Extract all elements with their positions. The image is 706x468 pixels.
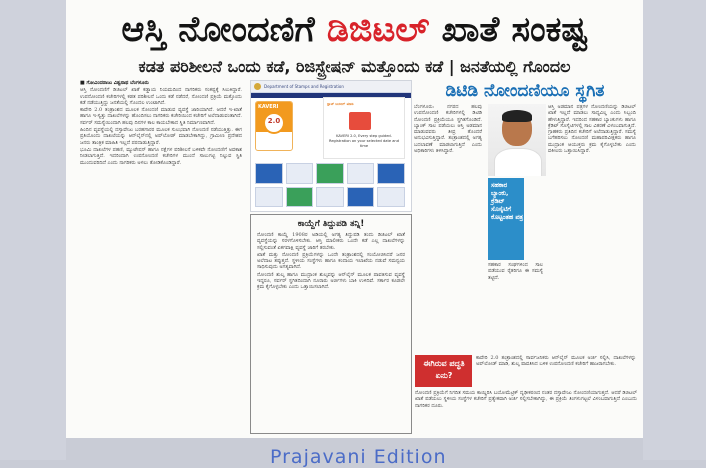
kaveri-logo-version: 2.0 — [267, 117, 281, 125]
edition-link[interactable]: Prajavani Edition — [270, 446, 447, 468]
slot-booking-promo — [323, 97, 405, 159]
paragraph: ನೋಂದಣಿ ಕಾಯ್ದೆ 1908ರ ಅಡಿಯಲ್ಲಿ ಅಗತ್ಯ ತಿದ್ದುಪಡಿ ತಂದು ಡಿಜಿಟಲ್ ಖಾತೆ ವ್ಯವಸ್ಥೆಯನ್ನು ಸರಳಗೊಳಿಸಬೇಕು. ಆಸ್ತಿ ಮಾಲೀಕರು ಒಂದೇ ಕಡೆ ಎಲ್ಲ ದಾಖಲೆಗಳನ್ನು ಸಲ್ಲಿಸುವಂತೆ ಏಕಗವಾಕ್ಷಿ ವ್ಯವಸ್ಥೆ ಜಾರಿಗೆ ತರಬೇಕು. — [257, 232, 405, 251]
question-answer-text — [476, 355, 636, 389]
kaveri-logo-label: KAVERI — [258, 104, 279, 110]
headline — [66, 10, 643, 50]
service-tile — [255, 187, 283, 208]
service-tile — [347, 163, 375, 184]
paragraph: ಕಾವೇರಿ 2.0 ತಂತ್ರಾಂಶದಲ್ಲಿ ಸಾರ್ವಜನಿಕರು ಆನ್‌ಲೈನ್ ಮೂಲಕ ಅರ್ಜಿ ಸಲ್ಲಿಸಿ, ದಾಖಲೆಗಳನ್ನು ಅಪ್‌ಲೋಡ್ ಮಾಡಿ, ಶುಲ್ಕ ಪಾವತಿಸಿದ ಬಳಿಕ ಉಪನೋಂದಣಿ ಕಚೇರಿಗೆ ಹಾಜರಾಗಬೇಕು. — [476, 355, 636, 368]
boxed-sidebar-body — [257, 232, 405, 428]
kaveri-logo — [255, 101, 293, 151]
service-tile — [286, 163, 314, 184]
service-tile — [316, 163, 344, 184]
subheadline: ಕಡತ ಪರಿಶೀಲನೆ ಒಂದು ಕಡೆ, ರಿಜಿಸ್ಟ್ರೇಷನ್ ಮತ್ತೊಂದು ಕಡೆ | ಜನತೆಯಲ್ಲಿ ಗೊಂದಲ — [138, 57, 571, 76]
service-tile — [316, 187, 344, 208]
byline: ■ ಗೋವಿಂದರಾಜು ವಿಶ್ವನಾಥ ಬೆಂಗಳೂರು — [80, 80, 149, 86]
paragraph: ಸಹಕಾರ ಸಂಘಗಳಿಂದ ಸಾಲ ಪಡೆಯುವ ರೈತರಿಗೂ ಈ ಸಮಸ್ಯೆ ತಟ್ಟಿದೆ. — [488, 262, 543, 281]
promo-text: KAVERI 2.0, Every step guided. Registration on your selected date and time — [329, 134, 399, 148]
headline-part-1: ಆಸ್ತಿ ನೋಂದಣಿಗೆ — [121, 9, 327, 50]
portal-title: Department of Stamps and Registration — [264, 84, 344, 89]
pull-quote — [488, 178, 524, 260]
photo-shirt — [494, 148, 542, 176]
article-body-left — [80, 80, 242, 432]
headline-part-3: ಖಾತೆ ಸಂಕಷ್ಟ — [429, 9, 588, 50]
newspaper-clipping — [66, 0, 643, 438]
paragraph: ಭೂಮಿ ದಾಖಲೆಗಳ ಪಹಣಿ, ಮ್ಯುಟೇಷನ್ ಹಾಗೂ ನಕ್ಷೆಗಳ ಪರಿಶೀಲನೆ ಬಳಿಕವೇ ನೋಂದಣಿಗೆ ಅವಕಾಶ ನೀಡಲಾಗುತ್ತಿದೆ. ಇದರಿಂದಾಗಿ ಉಪನೋಂದಣಿ ಕಚೇರಿಗಳ ಮುಂದೆ ಸಾಲುಗಟ್ಟಿ ನಿಲ್ಲುವ ಸ್ಥಿತಿ ಮುಂದುವರಿದಿದೆ ಎಂದು ನಾಗರಿಕರು ಅಳಲು ತೋಡಿಕೊಂಡಿದ್ದಾರೆ. — [80, 146, 242, 166]
photo-hair — [502, 110, 532, 122]
service-tile — [377, 187, 405, 208]
paragraph: ಹಿಂದಿನ ವ್ಯವಸ್ಥೆಯಲ್ಲಿ ದಸ್ತಾವೇಜು ಬರಹಗಾರರ ಮೂಲಕ ಸುಲಭವಾಗಿ ನೋಂದಣಿ ನಡೆಯುತ್ತಿತ್ತು. ಈಗ ಪ್ರತಿಯೊಂದು ದಾಖಲೆಯನ್ನು ಆನ್‌ಲೈನ್‌ನಲ್ಲಿ ಅಪ್‌ಲೋಡ್ ಮಾಡಬೇಕಾಗಿದ್ದು, ಗ್ರಾಮೀಣ ಪ್ರದೇಶದ ಜನರು ತಾಂತ್ರಿಕ ಮಾಹಿತಿ ಇಲ್ಲದೆ ಪರದಾಡುತ್ತಿದ್ದಾರೆ. — [80, 127, 242, 146]
portal-header — [251, 81, 411, 93]
paragraph: ನೋಂದಣಿ ಪ್ರಕ್ರಿಯೆಗೆ ನಿಗದಿತ ಸಮಯ ಕಾಯ್ದಿರಿಸಿ ಬಯೋಮೆಟ್ರಿಕ್ ದೃಢೀಕರಣದ ನಂತರ ದಸ್ತಾವೇಜು ನೋಂದಣಿಯಾಗುತ್ತದೆ. ಆದರೆ ಡಿಜಿಟಲ್ ಖಾತೆ ಪಡೆಯಲು ಸ್ಥಳೀಯ ಸಂಸ್ಥೆಗಳ ಕಚೇರಿಗೆ ಪ್ರತ್ಯೇಕವಾಗಿ ಅರ್ಜಿ ಸಲ್ಲಿಸಬೇಕಾಗಿದ್ದು, ಈ ಪ್ರಕ್ರಿಯೆ ತಿಂಗಳುಗಟ್ಟಲೆ ವಿಳಂಬವಾಗುತ್ತಿದೆ ಎಂಬುದು ನಾಗರಿಕರ ದೂರು. — [415, 390, 637, 409]
paragraph: ಆಸ್ತಿ ನೋಂದಣಿಗೆ ಡಿಜಿಟಲ್ ಖಾತೆ ಕಡ್ಡಾಯ ನಿಯಮದಿಂದ ನಾಗರಿಕರು ಸಂಕಷ್ಟಕ್ಕೆ ಸಿಲುಕಿದ್ದಾರೆ. ಉಪನೋಂದಣಿ ಕಚೇರಿಗಳಲ್ಲಿ ಕಡತ ಪರಿಶೀಲನೆ ಒಂದು ಕಡೆ ನಡೆದರೆ, ನೋಂದಣಿ ಪ್ರಕ್ರಿಯೆ ಮತ್ತೊಂದು ಕಡೆ ನಡೆಯುತ್ತಿದ್ದು ಜನತೆಯಲ್ಲಿ ಗೊಂದಲ ಉಂಟಾಗಿದೆ. — [80, 87, 242, 106]
person-photo — [488, 104, 546, 176]
right-story-column-2 — [548, 104, 636, 354]
service-tile — [377, 163, 405, 184]
kaveri-portal-screenshot — [250, 80, 412, 212]
service-tile — [255, 163, 283, 184]
question-text: ಈಗಿರುವ ಪದ್ಧತಿ ಏನು? — [423, 359, 465, 380]
question-box — [415, 355, 472, 387]
right-story-bottom — [415, 390, 637, 434]
paragraph: ಖಾತೆ ಮತ್ತು ನೋಂದಣಿ ಪ್ರಕ್ರಿಯೆಗಳನ್ನು ಒಂದೇ ತಂತ್ರಾಂಶದಲ್ಲಿ ಸಂಯೋಜಿಸಿದರೆ ಜನರ ಅಲೆದಾಟ ತಪ್ಪುತ್ತದೆ. ಸ್ಥಳೀಯ ಸಂಸ್ಥೆಗಳು ಹಾಗೂ ಕಂದಾಯ ಇಲಾಖೆಯ ನಡುವೆ ಸಮನ್ವಯ ಸಾಧಿಸುವುದು ಅಗತ್ಯವಾಗಿದೆ. — [257, 251, 405, 271]
paragraph: ನೋಂದಣಿ ಶುಲ್ಕ ಹಾಗೂ ಮುದ್ರಾಂಕ ಶುಲ್ಕವನ್ನು ಆನ್‌ಲೈನ್ ಮೂಲಕ ಪಾವತಿಸುವ ವ್ಯವಸ್ಥೆ ಇದ್ದರೂ, ಸರ್ವರ್ ಸ್ಥಗಿತದಿಂದಾಗಿ ನೂರಾರು ಅರ್ಜಿಗಳು ಬಾಕಿ ಉಳಿದಿವೆ. ಸರ್ಕಾರ ಕೂಡಲೇ ಕ್ರಮ ಕೈಗೊಳ್ಳಬೇಕು ಎಂದು ಒತ್ತಾಯಿಸಲಾಗಿದೆ. — [257, 271, 405, 291]
promo-heading: ಸ್ಲಾಟ್ ಬುಕಿಂಗ್ ಮಾಡಿ — [327, 102, 354, 106]
right-story-column-1b — [488, 262, 543, 354]
paragraph: ಆಸ್ತಿ ಅಡಮಾನ ಪತ್ರಗಳ ನೋಂದಣಿಯನ್ನು ಡಿಜಿಟಲ್ ಖಾತೆ ಇಲ್ಲದೆ ಮಾಡಲು ಸಾಧ್ಯವಿಲ್ಲ ಎಂದು ಸಿಬ್ಬಂದಿ ಹೇಳುತ್ತಿದ್ದಾರೆ. ಇದರಿಂದ ಸಹಕಾರ ಬ್ಯಾಂಕುಗಳು ಹಾಗೂ ಕ್ರೆಡಿಟ್ ಸೊಸೈಟಿಗಳಲ್ಲಿ ಸಾಲ ವಿತರಣೆ ವಿಳಂಬವಾಗುತ್ತಿದೆ. ಗ್ರಾಹಕರು ಪ್ರತಿದಿನ ಕಚೇರಿಗೆ ಅಲೆದಾಡುತ್ತಿದ್ದಾರೆ. ಸಮಸ್ಯೆ ಬಗೆಹರಿಸಲು ನೋಂದಣಿ ಮಹಾಪರಿವೀಕ್ಷಕರು ಹಾಗೂ ಮುದ್ರಾಂಕ ಆಯುಕ್ತರು ಕ್ರಮ ಕೈಗೊಳ್ಳಬೇಕು ಎಂದು ವಕೀಲರು ಒತ್ತಾಯಿಸಿದ್ದಾರೆ. — [548, 104, 636, 155]
boxed-sidebar — [250, 214, 412, 434]
headline-part-2: ಡಿಜಿಟಲ್ — [326, 9, 430, 50]
service-tile — [286, 187, 314, 208]
right-story-column-1 — [414, 104, 482, 354]
background-margin-right — [643, 0, 706, 460]
portal-service-tiles — [255, 163, 405, 207]
right-story-title: ಡಿಟಿಡಿ ನೋಂದಣಿಯೂ ಸ್ಥಗಿತ — [445, 81, 605, 101]
pull-quote-text: ಸಹಕಾರ ಬ್ಯಾಂಕು, ಕ್ರೆಡಿಟ್ ಸೊಸೈಟಿಗೆ ಕೊಟ್ಟಂತಹ ಪತ್ರ — [491, 182, 523, 221]
calendar-icon — [349, 112, 371, 130]
paragraph: ಕಾವೇರಿ 2.0 ತಂತ್ರಾಂಶದ ಮೂಲಕ ನೋಂದಣಿ ಮಾಡುವ ವ್ಯವಸ್ಥೆ ಜಾರಿಯಾಗಿದೆ. ಆದರೆ ಇ-ಖಾತೆ ಹಾಗೂ ಇ-ಸ್ವತ್ತು ದಾಖಲೆಗಳನ್ನು ಹೊಂದಿಸಲು ನಾಗರಿಕರು ಕಚೇರಿಯಿಂದ ಕಚೇರಿಗೆ ಅಲೆದಾಡುವಂತಾಗಿದೆ. ಸರ್ವರ್ ಸಮಸ್ಯೆಯಿಂದಾಗಿ ಹಲವು ದಿನಗಳ ಕಾಲ ಕಾಯಬೇಕಾದ ಸ್ಥಿತಿ ನಿರ್ಮಾಣವಾಗಿದೆ. — [80, 107, 242, 126]
emblem-icon — [254, 83, 261, 90]
boxed-sidebar-title: ಕಾಯ್ದೆಗೆ ತಿದ್ದುಪಡಿ ತನ್ನಿ! — [297, 219, 365, 229]
paragraph: ಬೆಂಗಳೂರು: ನಗರದ ಹಲವು ಉಪನೋಂದಣಿ ಕಚೇರಿಗಳಲ್ಲಿ ಡಿಟಿಡಿ ನೋಂದಣಿ ಪ್ರಕ್ರಿಯೆಯೂ ಸ್ಥಗಿತಗೊಂಡಿದೆ. ಬ್ಯಾಂಕ್ ಸಾಲ ಪಡೆಯಲು ಆಸ್ತಿ ಅಡಮಾನ ಮಾಡುವವರು ತೀವ್ರ ತೊಂದರೆ ಅನುಭವಿಸುತ್ತಿದ್ದಾರೆ. ತಂತ್ರಾಂಶದಲ್ಲಿ ಅಗತ್ಯ ಬದಲಾವಣೆ ಮಾಡಲಾಗುತ್ತಿದೆ ಎಂದು ಅಧಿಕಾರಿಗಳು ತಿಳಿಸಿದ್ದಾರೆ. — [414, 104, 482, 155]
service-tile — [347, 187, 375, 208]
background-margin-left — [0, 0, 66, 460]
